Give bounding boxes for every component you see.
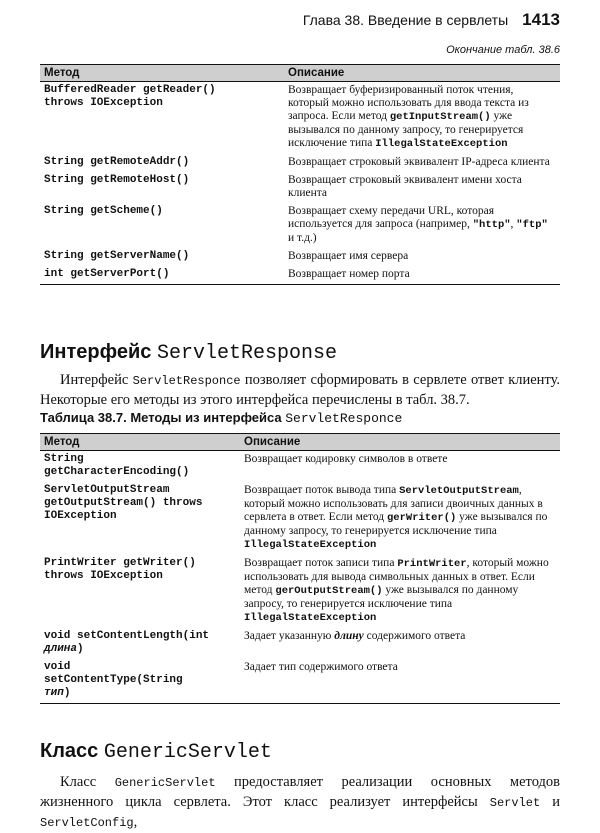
caption-code: ServletResponce <box>285 411 403 426</box>
inline-code: IllegalStateException <box>244 612 377 624</box>
table-row <box>40 203 560 248</box>
method-param: тип <box>44 687 64 699</box>
description-cell: Возвращает кодировку символов в ответе <box>244 453 448 465</box>
inline-code: PrintWriter <box>397 558 467 570</box>
method-text: ) <box>77 643 84 655</box>
section-heading-generic-servlet <box>40 740 272 764</box>
table-caption <box>40 410 402 426</box>
description-text: , который можно использовать для вывода символьных данных в ответ. Если метод <box>244 557 549 596</box>
description-cell <box>240 555 560 628</box>
column-header-description: Описание <box>284 65 560 82</box>
paragraph-text: , <box>133 814 138 830</box>
chapter-title: Глава 38. Введение в сервлеты <box>302 12 509 28</box>
method-cell: String getServerName() <box>44 250 190 262</box>
methods-table-38-6 <box>40 64 560 285</box>
description-cell <box>240 628 560 659</box>
description-text: Задает указанную <box>244 630 335 642</box>
description-cell: Возвращает имя сервера <box>288 250 409 262</box>
method-cell <box>40 659 240 704</box>
method-cell: BufferedReader getReader() throws IOException <box>44 84 216 109</box>
table-row <box>40 154 560 172</box>
method-cell: String getScheme() <box>44 205 163 217</box>
inline-code: GenericServlet <box>114 776 216 790</box>
description-emphasis: длину <box>334 630 364 642</box>
description-text: Возвращает поток записи типа <box>244 557 398 569</box>
method-cell: int getServerPort() <box>40 266 284 285</box>
description-text: уже вызывался по данному запросу, то генерируется исключение типа <box>244 511 548 537</box>
paragraph-text: Класс <box>60 774 115 790</box>
inline-code: getInputStream() <box>389 111 491 123</box>
methods-table-38-7 <box>40 433 560 704</box>
description-text: уже вызывался по данному запросу, то генерируется исключение типа <box>288 110 524 149</box>
table-row <box>40 172 560 203</box>
page-number: 1413 <box>522 10 560 29</box>
table-continuation-note: Окончание табл. 38.6 <box>446 44 560 56</box>
inline-code: IllegalStateException <box>244 539 377 551</box>
table-row <box>40 451 560 483</box>
paragraph-text: предоставляет реализации основных методов жизненного цикла сервлета. Этот класс реализует интерфейсы <box>40 774 561 810</box>
table-row <box>40 659 560 704</box>
column-header-description: Описание <box>240 434 560 451</box>
description-cell: Задает тип содержимого ответа <box>240 659 560 704</box>
description-text: , <box>510 218 517 230</box>
inline-code: ServletOutputStream <box>399 485 519 497</box>
paragraph-text: и <box>540 794 560 810</box>
inline-code: ServletConfig <box>40 816 134 830</box>
method-text: void setContentLength(int <box>44 630 210 642</box>
heading-code: ServletResponse <box>156 342 337 365</box>
inline-code: gerWriter() <box>386 512 457 524</box>
description-text: Возвращает поток вывода типа <box>244 484 400 496</box>
table-row <box>40 482 560 555</box>
inline-code: Servlet <box>489 796 541 810</box>
inline-code: ServletResponce <box>132 374 241 388</box>
section-heading-servlet-response <box>40 341 337 365</box>
inline-code: IllegalStateException <box>375 138 508 150</box>
heading-code: GenericServlet <box>103 741 272 764</box>
method-cell: String getCharacterEncoding() <box>44 453 190 478</box>
inline-code: "http" <box>472 219 511 231</box>
heading-text: Класс <box>40 740 104 762</box>
caption-text: Таблица 38.7. Методы из интерфейса <box>40 410 286 425</box>
paragraph-text: позволяет сформировать в сервлете ответ клиенту. Некоторые его методы из этого интерфейса перечислены в табл. 38.7. <box>40 372 561 408</box>
description-text: Возвращает схему передачи URL, которая используется для запроса (например, <box>288 205 495 230</box>
description-cell: Возвращает строковый эквивалент имени хоста клиента <box>288 174 522 199</box>
description-cell <box>240 482 560 555</box>
method-cell <box>40 628 240 659</box>
method-text: void setContentType(String <box>44 661 183 686</box>
description-text: содержимого ответа <box>363 630 466 642</box>
column-header-method: Метод <box>40 434 240 451</box>
paragraph-interface <box>40 371 560 410</box>
table-row <box>40 82 560 155</box>
inline-code: "ftp" <box>516 219 548 231</box>
description-cell: Возвращает строковый эквивалент IP-адреса клиента <box>288 156 550 168</box>
paragraph-class <box>40 773 560 833</box>
inline-code: gerOutputStream() <box>275 585 383 597</box>
table-row <box>40 266 560 285</box>
description-cell <box>284 203 560 248</box>
table-row <box>40 248 560 266</box>
table-row <box>40 555 560 628</box>
table-header-row <box>40 434 560 451</box>
description-cell <box>284 82 560 155</box>
method-cell: String getRemoteAddr() <box>44 156 190 168</box>
table-row <box>40 628 560 659</box>
method-cell: ServletOutputStream getOutputStream() throws IOException <box>44 484 203 522</box>
description-text: , который можно использовать для записи двоичных данных в сервлета в ответ. Если метод <box>244 484 543 523</box>
description-text: и т.д.) <box>288 232 317 244</box>
description-cell: Возвращает номер порта <box>284 266 560 285</box>
method-cell: PrintWriter getWriter() throws IOException <box>44 557 196 582</box>
method-text: ) <box>63 687 71 699</box>
description-text: Возвращает буферизированный поток чтения, который можно использовать для ввода текста из запроса. Если метод <box>288 84 529 122</box>
table-header-row <box>40 65 560 82</box>
column-header-method: Метод <box>40 65 284 82</box>
method-cell: String getRemoteHost() <box>44 174 190 186</box>
description-text: уже вызывался по данному запросу, то генерируется исключение типа <box>244 584 519 610</box>
paragraph-text: Интерфейс <box>60 372 133 388</box>
heading-text: Интерфейс <box>40 341 157 363</box>
method-param: длина <box>44 643 78 655</box>
running-header <box>0 10 560 30</box>
